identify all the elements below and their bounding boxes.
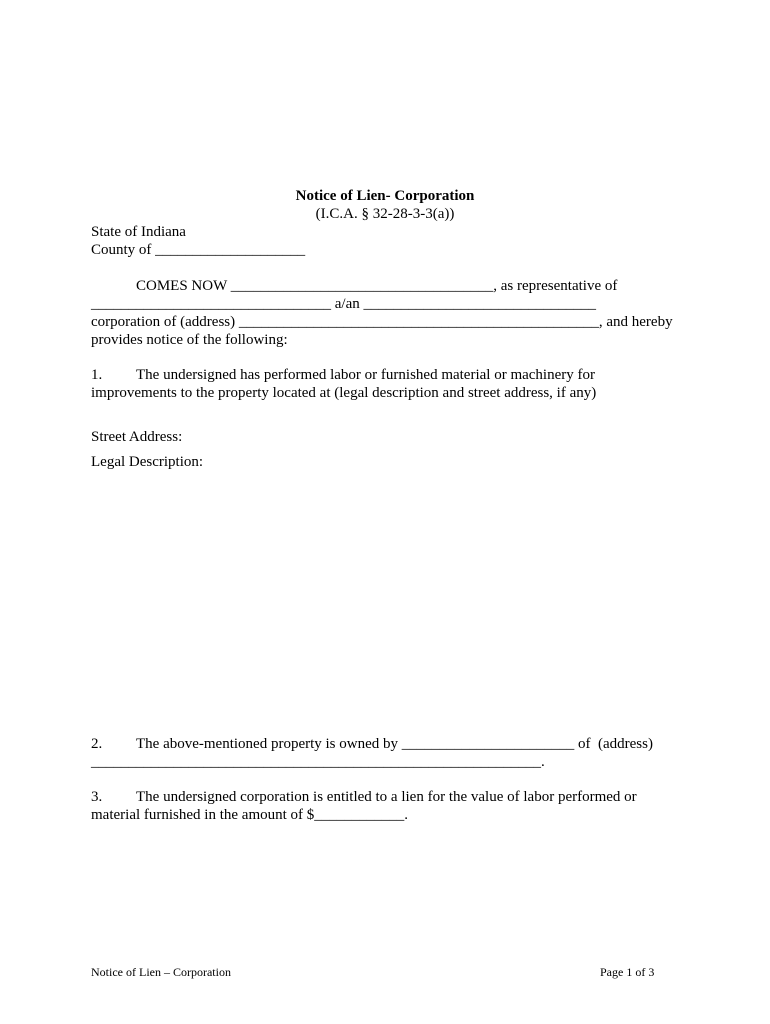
intro-line-4: provides notice of the following: [91, 332, 288, 348]
page-number: Page 1 of 3 [600, 965, 655, 979]
item-1-number: 1. [91, 367, 103, 383]
intro-line-1: COMES NOW ___________________________________, as representative of [136, 278, 618, 294]
legal-description-label: Legal Description: [91, 454, 204, 470]
item-1-line-2: improvements to the property located at (legal description and street address, if any) [91, 385, 597, 401]
footer-title: Notice of Lien – Corporation [91, 965, 231, 979]
intro-line-3: corporation of (address) ________________________________________________, and hereby [91, 314, 673, 330]
county-line: County of ____________________ [91, 242, 306, 258]
item-2-number: 2. [91, 736, 103, 752]
intro-line-2: ________________________________ a/an _______________________________ [91, 296, 596, 312]
statute-citation: (I.C.A. § 32-28-3-3(a)) [315, 206, 455, 222]
item-3-line-1: The undersigned corporation is entitled to a lien for the value of labor performed or [136, 789, 637, 805]
item-2-line-1: The above-mentioned property is owned by _______________________ of (address) [136, 736, 653, 752]
item-3-number: 3. [91, 789, 103, 805]
item-1-line-1: The undersigned has performed labor or furnished material or machinery for [136, 367, 595, 383]
state-line: State of Indiana [91, 224, 186, 240]
item-2-line-2: ____________________________________________________________. [91, 754, 545, 770]
document-title: Notice of Lien- Corporation [295, 188, 475, 204]
street-address-label: Street Address: [91, 429, 183, 445]
item-3-line-2: material furnished in the amount of $____________. [91, 807, 409, 823]
